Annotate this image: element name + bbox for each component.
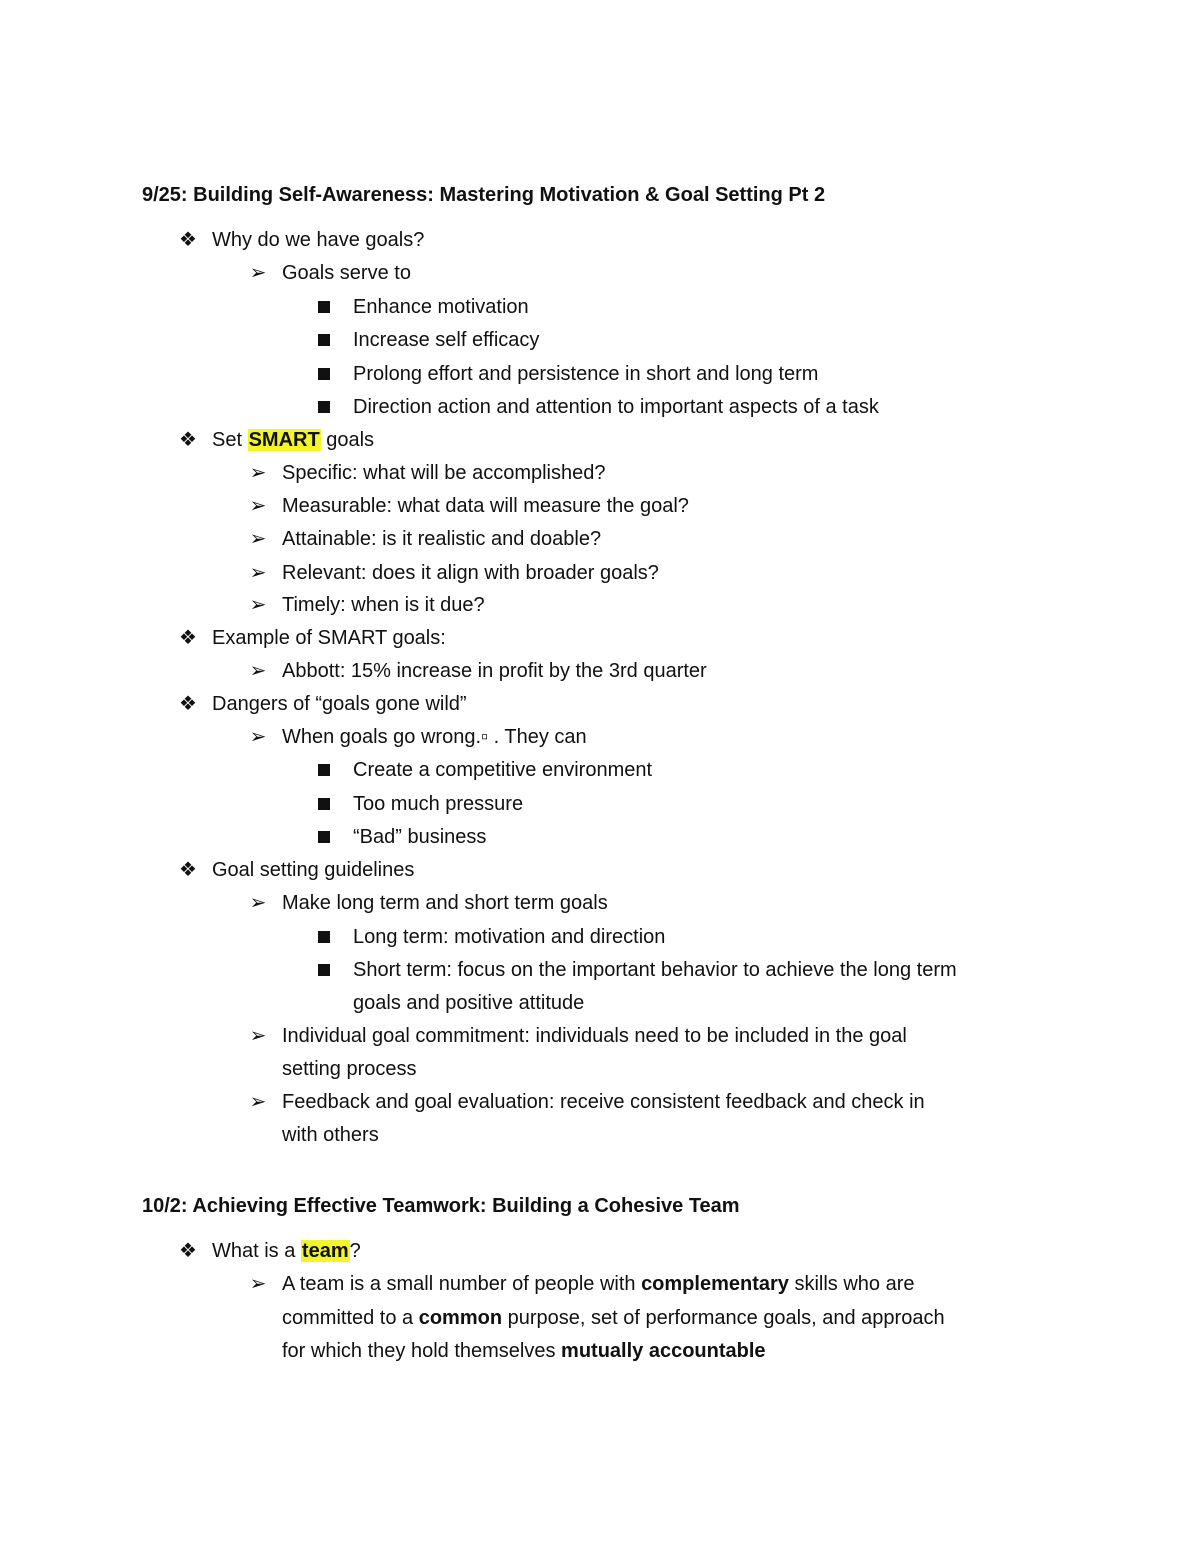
highlighted-term: SMART — [248, 429, 320, 451]
square-bullet-icon — [318, 764, 330, 776]
list-item-continuation: with others — [282, 1124, 379, 1146]
list-item: Increase self efficacy — [353, 329, 540, 351]
list-item: Too much pressure — [353, 793, 524, 815]
list-item-continuation: setting process — [282, 1058, 417, 1080]
list-item-text: for which they hold themselves — [282, 1340, 562, 1362]
square-bullet-icon — [318, 301, 330, 313]
list-item-text: committed to a — [282, 1307, 419, 1329]
list-item: Enhance motivation — [353, 296, 529, 318]
list-item: “Bad” business — [353, 826, 487, 848]
arrow-bullet-icon: ➢ — [249, 1025, 267, 1047]
section-heading-teamwork: 10/2: Achieving Effective Teamwork: Building a Cohesive Team — [142, 1195, 740, 1217]
arrow-bullet-icon: ➢ — [249, 528, 267, 550]
square-bullet-icon — [318, 368, 330, 380]
arrow-bullet-icon: ➢ — [249, 495, 267, 517]
list-item-text: What is a — [212, 1240, 301, 1262]
list-item: When goals go wrong.▫ . They can — [282, 726, 587, 748]
list-item: Dangers of “goals gone wild” — [212, 693, 467, 715]
arrow-bullet-icon: ➢ — [249, 262, 267, 284]
list-item: Attainable: is it realistic and doable? — [282, 528, 602, 550]
list-item: Goals serve to — [282, 262, 411, 284]
section-heading-goal-setting: 9/25: Building Self-Awareness: Mastering Motivation & Goal Setting Pt 2 — [142, 184, 826, 206]
highlighted-term: team — [301, 1240, 349, 1262]
diamond-bullet-icon: ❖ — [179, 627, 197, 649]
list-item: Example of SMART goals: — [212, 627, 446, 649]
list-item: Create a competitive environment — [353, 759, 653, 781]
list-item — [212, 428, 374, 452]
list-item-text: Set — [212, 429, 248, 451]
arrow-bullet-icon: ➢ — [249, 1273, 267, 1295]
list-item: Why do we have goals? — [212, 229, 425, 251]
arrow-bullet-icon: ➢ — [249, 726, 267, 748]
diamond-bullet-icon: ❖ — [179, 693, 197, 715]
square-bullet-icon — [318, 931, 330, 943]
list-item: Feedback and goal evaluation: receive consistent feedback and check in — [282, 1091, 925, 1113]
arrow-bullet-icon: ➢ — [249, 594, 267, 616]
diamond-bullet-icon: ❖ — [179, 1240, 197, 1262]
arrow-bullet-icon: ➢ — [249, 562, 267, 584]
arrow-bullet-icon: ➢ — [249, 660, 267, 682]
list-item: Short term: focus on the important behavior to achieve the long term — [353, 959, 957, 981]
list-item-text: A team is a small number of people with — [282, 1273, 642, 1295]
list-item-continuation — [282, 1306, 945, 1330]
square-bullet-icon — [318, 334, 330, 346]
square-bullet-icon — [318, 798, 330, 810]
list-item: Abbott: 15% increase in profit by the 3rd quarter — [282, 660, 707, 682]
arrow-bullet-icon: ➢ — [249, 462, 267, 484]
list-item: Relevant: does it align with broader goals? — [282, 562, 659, 584]
list-item — [282, 1272, 915, 1296]
list-item — [212, 1239, 361, 1263]
list-item-continuation — [282, 1339, 766, 1363]
square-bullet-icon — [318, 401, 330, 413]
square-bullet-icon — [318, 964, 330, 976]
list-item: Make long term and short term goals — [282, 892, 608, 914]
list-item: Specific: what will be accomplished? — [282, 462, 606, 484]
list-item: Timely: when is it due? — [282, 594, 485, 616]
list-item-continuation: goals and positive attitude — [353, 992, 585, 1014]
list-item-text: ? — [349, 1240, 361, 1262]
list-item-text: purpose, set of performance goals, and approach — [502, 1307, 945, 1329]
list-item: Goal setting guidelines — [212, 859, 415, 881]
diamond-bullet-icon: ❖ — [179, 429, 197, 451]
list-item: Individual goal commitment: individuals need to be included in the goal — [282, 1025, 907, 1047]
bold-term: common — [418, 1307, 503, 1329]
list-item: Prolong effort and persistence in short and long term — [353, 363, 819, 385]
list-item-text: skills who are — [788, 1273, 915, 1295]
list-item: Measurable: what data will measure the goal? — [282, 495, 689, 517]
list-item: Long term: motivation and direction — [353, 926, 666, 948]
arrow-bullet-icon: ➢ — [249, 892, 267, 914]
list-item: Direction action and attention to important aspects of a task — [353, 396, 879, 418]
diamond-bullet-icon: ❖ — [179, 859, 197, 881]
bold-term: complementary — [641, 1273, 789, 1295]
diamond-bullet-icon: ❖ — [179, 229, 197, 251]
list-item-text: goals — [320, 429, 375, 451]
arrow-bullet-icon: ➢ — [249, 1091, 267, 1113]
square-bullet-icon — [318, 831, 330, 843]
bold-term: mutually accountable — [561, 1340, 766, 1362]
